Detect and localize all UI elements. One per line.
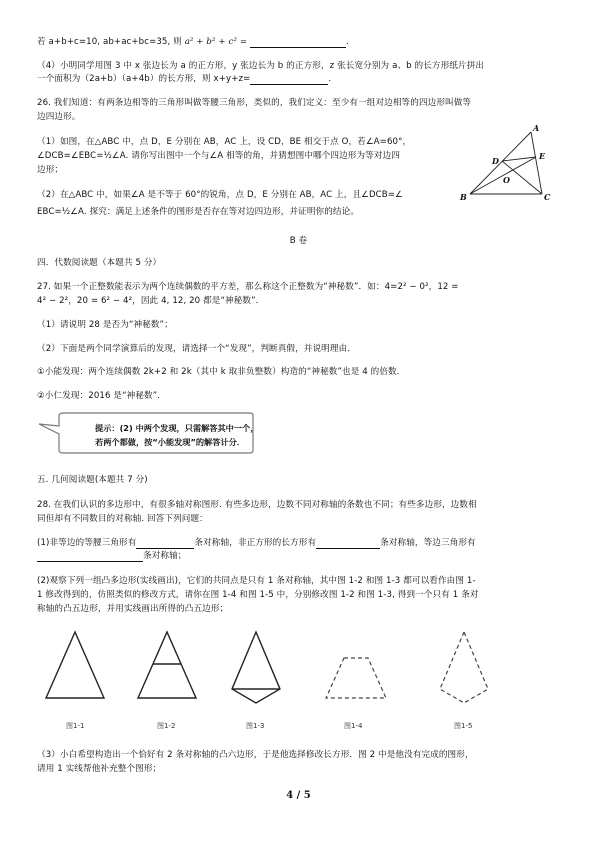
- section-5-heading: 五. 几何阅读题(本题共 7 分): [37, 475, 148, 485]
- question-26-1-line1: （1）如图，在△ABC 中，点 D，E 分别在 AB，AC 上，设 CD，BE 相交于点 O，若∠A=60°，: [37, 137, 412, 147]
- polygon-figures: [38, 626, 560, 738]
- label-e: E: [539, 151, 546, 161]
- label-fig-1-1: 图1-1: [66, 722, 85, 730]
- question-26-2-line1: （2）在△ABC 中，如果∠A 是不等于 60°的锐角，点 D，E 分别在 AB，AC 上，且∠DCB=∠: [37, 190, 403, 200]
- question-26-line1: 26. 我们知道：有两条边相等的三角形叫做等腰三角形，类似的，我们定义：至少有一组对边相等的四边形叫做等: [37, 98, 472, 108]
- question-26-1-line2: ∠DCB=∠EBC=½∠A. 请你写出图中一个与∠A 相等的角，并猜想图中哪个四边形为等对边四: [37, 151, 400, 161]
- question-27-1: （1）请说明 28 是否为“神秘数”；: [37, 320, 173, 330]
- question-27-line2: 4² − 2²，20 = 6² − 4²，因此 4, 12, 20 都是“神秘数”．: [37, 296, 265, 306]
- label-fig-1-5: 图1-5: [454, 722, 473, 730]
- text: .: [328, 74, 332, 84]
- question-25-4-line2: [37, 74, 331, 85]
- page-number: 4 / 5: [286, 790, 311, 801]
- hint-callout: [37, 412, 259, 454]
- question-25-3-line: [37, 37, 349, 48]
- question-28-2-line1: (2)观察下列一组凸多边形(实线画出)，它们的共同点是只有 1 条对称轴，其中图 1-2 和图 1-3 都可以看作由图 1-: [37, 576, 476, 586]
- question-26-1-line3: 边形；: [37, 165, 64, 175]
- question-28-2-line3: 称轴的凸五边形，并用实线画出所得的凸五边形；: [37, 604, 229, 614]
- question-26-line2: 边四边形。: [37, 112, 81, 122]
- section-4-heading: 四．代数阅读题（本题共 5 分）: [37, 258, 162, 268]
- question-28-1-line1: [37, 538, 476, 549]
- text: 条对称轴；: [143, 551, 187, 561]
- text: 若 a+b+c=10, ab+ac+bc=35, 则: [37, 37, 182, 47]
- label-fig-1-2: 图1-2: [157, 722, 176, 730]
- label-fig-1-3: 图1-3: [246, 722, 265, 730]
- section-b-heading: B 卷: [289, 236, 308, 246]
- label-b: B: [460, 192, 467, 202]
- label-fig-1-4: 图1-4: [344, 722, 363, 730]
- text: .: [345, 37, 349, 47]
- answer-blank-1[interactable]: [136, 539, 194, 549]
- figure-1-1-triangle: [46, 632, 104, 698]
- text: 一个面积为（2a+b）（a+4b）的长方形，则 x+y+z=: [37, 74, 251, 84]
- question-27-line1: 27. 如果一个正整数能表示为两个连续偶数的平方差，那么称这个正整数为“神秘数”．如：4=2² − 0²，12 =: [37, 282, 459, 292]
- question-27-discovery-2: ②小仁发现：2016 是“神秘数”．: [37, 391, 166, 401]
- label-o: O: [503, 175, 510, 185]
- triangle-abc-figure: [458, 124, 562, 204]
- label-c: C: [544, 192, 551, 202]
- question-28-line2: 同但却有不同数目的对称轴. 回答下列问题：: [37, 514, 208, 524]
- hint-line-2: 若两个都做，按“小能发现”的解答计分．: [95, 437, 245, 447]
- text: (1)非等边的等腰三角形有: [37, 538, 137, 548]
- text: 条对称轴，非正方形的长方形有: [194, 538, 317, 548]
- label-a: A: [533, 124, 540, 133]
- question-28-2-line2: 1 修改得到的，仿照类似的修改方式，请你在图 1-4 和图 1-5 中，分别修改图 1-2 和图 1-3, 得到一个只有 1 条对: [37, 590, 479, 600]
- answer-blank[interactable]: [250, 38, 346, 48]
- question-28-line1: 28. 在我们认识的多边形中，有很多轴对称图形. 有些多边形，边数不同对称轴的条数也不同；有些多边形，边数相: [37, 500, 477, 510]
- question-26-2-line2: EBC=½∠A. 探究：满足上述条件的图形是否存在等对边四边形，并证明你的结论。: [37, 207, 360, 217]
- question-28-3-line2: 请用 1 实线帮他补充整个图形；: [37, 764, 162, 774]
- answer-blank-3[interactable]: [37, 552, 143, 562]
- answer-blank-2[interactable]: [316, 539, 380, 549]
- question-28-1-line2: [37, 551, 186, 562]
- question-25-4-line1: （4）小明同学用图 3 中 x 张边长为 a 的正方形，y 张边长为 b 的正方形，z 张长宽分别为 a、b 的长方形纸片拼出: [37, 61, 485, 71]
- question-27-discovery-1: ①小能发现：两个连续偶数 2k+2 和 2k（其中 k 取非负整数）构造的“神秘数”也是 4 的倍数．: [37, 367, 406, 377]
- text: 条对称轴，等边三角形有: [380, 538, 476, 548]
- hint-line-1: 提示：(2) 中两个发现，只需解答其中一个，: [95, 423, 259, 433]
- question-28-3-line1: （3）小白希望构造出一个恰好有 2 条对称轴的凸六边形，于是他选择修改长方形．图 2 中是他没有完成的图形，: [37, 750, 474, 760]
- answer-blank[interactable]: [250, 75, 328, 85]
- expression: a² + b² + c² =: [184, 37, 248, 47]
- label-d: D: [492, 156, 499, 166]
- question-27-2: （2）下面是两个同学演算后的发现，请选择一个“发现”，判断真假，并说明理由．: [37, 344, 356, 354]
